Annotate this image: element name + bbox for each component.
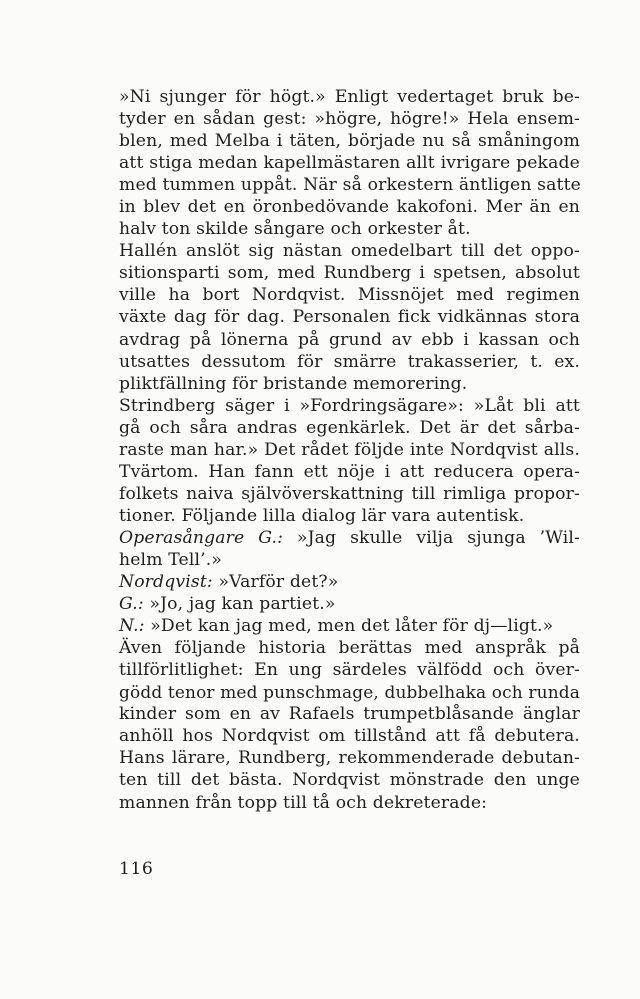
text-line xyxy=(119,86,580,108)
text-segment: gå och såra andras egenkärlek. Det är det sårba- xyxy=(119,417,580,438)
text-line xyxy=(119,196,580,218)
text-line xyxy=(119,549,580,571)
text-line xyxy=(119,152,580,174)
text-line xyxy=(119,681,580,703)
text-line xyxy=(119,439,580,461)
text-segment: blen, med Melba i täten, började nu så småningom xyxy=(119,131,580,152)
text-segment: med tummen uppåt. När så orkestern äntligen satte xyxy=(119,175,581,196)
speaker-label: G.: xyxy=(119,594,144,615)
text-segment: helm Tell’.» xyxy=(119,549,223,570)
page-number: 116 xyxy=(119,859,154,879)
text-line xyxy=(119,108,580,130)
speaker-label: Operasångare G.: xyxy=(119,527,284,548)
text-segment: tillförlitlighet: En ung särdeles välfödd och över- xyxy=(119,660,580,681)
text-segment: tyder en sådan gest: »högre, högre!» Hela ensem- xyxy=(119,109,580,130)
text-line xyxy=(119,284,580,306)
text-segment: avdrag på lönerna på grund av ebb i kassan och xyxy=(119,329,580,350)
text-segment: att stiga medan kapellmästaren allt ivrigare pekade xyxy=(119,153,580,174)
speaker-label: Nordqvist: xyxy=(119,572,213,593)
text-line xyxy=(119,262,580,284)
text-segment: Tvärtom. Han fann ett nöje i att reducera opera- xyxy=(119,461,580,482)
text-line xyxy=(119,130,580,152)
text-line xyxy=(119,417,580,439)
text-line xyxy=(119,725,580,747)
text-segment: ville ha bort Nordqvist. Missnöjet med regimen xyxy=(119,285,580,306)
text-segment: »Jag skulle vilja sjunga ’Wil- xyxy=(283,527,580,548)
text-line xyxy=(119,373,580,395)
text-line xyxy=(119,395,580,417)
text-segment: gödd tenor med punschmage, dubbelhaka och runda xyxy=(119,682,580,703)
text-line xyxy=(119,769,580,791)
text-segment: »Det kan jag med, men det låter för dj—ligt.» xyxy=(144,616,554,637)
text-segment: folkets naiva självöverskattning till rimliga propor- xyxy=(119,483,580,504)
text-segment: anhöll hos Nordqvist om tillstånd att få debutera. xyxy=(119,726,580,747)
text-line xyxy=(119,174,580,196)
text-line xyxy=(119,329,580,351)
text-segment: halv ton skilde sångare och orkester åt. xyxy=(119,219,471,240)
text-line xyxy=(119,637,580,659)
text-segment: in blev det en öronbedövande kakofoni. Mer än en xyxy=(119,197,580,218)
text-line xyxy=(119,593,580,615)
text-line xyxy=(119,792,580,814)
text-line xyxy=(119,218,580,240)
text-line xyxy=(119,461,580,483)
text-segment: »Varför det?» xyxy=(212,572,339,593)
text-line xyxy=(119,240,580,262)
text-segment: mannen från topp till tå och dekreterade: xyxy=(119,792,488,813)
text-line xyxy=(119,659,580,681)
text-segment: Strindberg säger i »Fordringsägare»: »Låt bli att xyxy=(119,395,580,416)
text-segment: Hans lärare, Rundberg, rekommenderade debutan- xyxy=(119,748,580,769)
text-line xyxy=(119,527,580,549)
text-segment: pliktfällning för bristande memorering. xyxy=(119,373,468,394)
text-segment: sitionsparti som, med Rundberg i spetsen, absolut xyxy=(119,263,580,284)
speaker-label: N.: xyxy=(119,616,145,637)
body-text xyxy=(119,86,580,814)
text-line xyxy=(119,571,580,593)
text-line xyxy=(119,306,580,328)
text-segment: växte dag för dag. Personalen fick vidkännas stora xyxy=(119,307,580,328)
text-segment: tioner. Följande lilla dialog lär vara autentisk. xyxy=(119,505,525,526)
text-line xyxy=(119,505,580,527)
text-line xyxy=(119,747,580,769)
text-segment: »Jo, jag kan partiet.» xyxy=(143,594,336,615)
text-line xyxy=(119,351,580,373)
text-segment: Hallén anslöt sig nästan omedelbart till det oppo- xyxy=(119,241,580,262)
text-line xyxy=(119,483,580,505)
text-segment: ten till det bästa. Nordqvist mönstrade den unge xyxy=(119,770,580,791)
text-line xyxy=(119,615,580,637)
text-segment: utsattes dessutom för smärre trakasserier, t. ex. xyxy=(119,351,580,372)
text-segment: kinder som en av Rafaels trumpetblåsande änglar xyxy=(119,704,580,725)
text-segment: »Ni sjunger för högt.» Enligt vedertaget bruk be- xyxy=(119,87,580,107)
text-segment: raste man har.» Det rådet följde inte Nordqvist alls. xyxy=(119,439,580,460)
text-line xyxy=(119,703,580,725)
text-segment: Även följande historia berättas med anspråk på xyxy=(119,638,580,659)
